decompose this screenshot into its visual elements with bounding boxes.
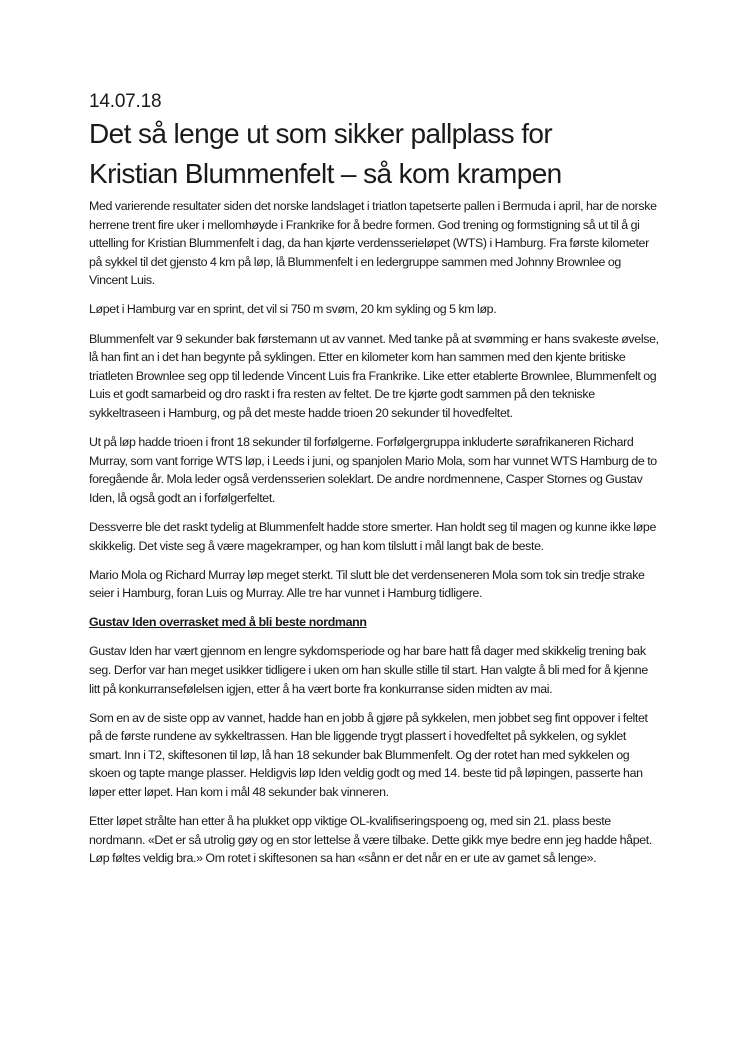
section-subheading: Gustav Iden overrasket med å bli beste nordmann (89, 615, 367, 630)
body-paragraph: Med varierende resultater siden det norske landslaget i triatlon tapetserte pallen i Bermuda i april, har de norske herrene trent fire uker i mellomhøyde i Frankrike for å bedre formen. God trening og formstigning så ut til å gi uttelling for Kristian Blummenfelt i dag, da han kjørte verdensserieløpet (WTS) i Hamburg. Fra første kilometer på sykkel til det gjensto 4 km på løp, lå Blummenfelt i en ledergruppe sammen med Johnny Brownlee og Vincent Luis. (89, 199, 657, 288)
body-paragraph: Gustav Iden har vært gjennom en lengre sykdomsperiode og har bare hatt få dager med skikkelig trening bak seg. Derfor var han meget usikker tidligere i uken om han skulle stille til start. Han valgte å bli med for å kjenne litt på konkurransefølelsen igjen, etter å ha vært borte fra konkurranse siden midten av mai. (89, 644, 648, 696)
body-paragraph: Blummenfelt var 9 sekunder bak førstemann ut av vannet. Med tanke på at svømming er hans svakeste øvelse, lå han fint an i det han begynte på syklingen. Etter en kilometer kom han sammen med den kjente britiske triatleten Brownlee seg opp til ledende Vincent Luis fra Frankrike. Like etter etablerte Brownlee, Blummenfelt og Luis et godt samarbeid og dro raskt i fra resten av feltet. De tre kjørte godt sammen på den tekniske sykkeltraseen i Hamburg, og på det meste hadde trioen 20 sekunder til hovedfeltet. (89, 331, 659, 420)
body-paragraph: Løpet i Hamburg var en sprint, det vil si 750 m svøm, 20 km sykling og 5 km løp. (89, 302, 497, 317)
body-paragraph: Etter løpet strålte han etter å ha plukket opp viktige OL-kvalifiseringspoeng og, med sin 21. plass beste nordmann. «Det er så utrolig gøy og en stor lettelse å være tilbake. Dette gikk mye bedre enn jeg hadde håpet. Løp føltes veldig bra.» Om rotet i skiftesonen sa han «sånn er det når en er ute av gamet så lenge». (89, 814, 652, 866)
article-title (89, 114, 659, 194)
body-paragraph: Dessverre ble det raskt tydelig at Blummenfelt hadde store smerter. Han holdt seg til magen og kunne ikke løpe skikkelig. Det viste seg å være magekramper, og han kom tilslutt i mål langt bak de beste. (89, 519, 656, 553)
body-paragraph: Ut på løp hadde trioen i front 18 sekunder til forfølgerne. Forfølgergruppa inkluderte sørafrikaneren Richard Murray, som vant forrige WTS løp, i Leeds i juni, og spanjolen Mario Mola, som har vunnet WTS Hamburg de to foregående år. Mola leder også verdensserien soleklart. De andre nordmennene, Casper Stornes og Gustav Iden, lå også godt an i forfølgerfeltet. (89, 435, 657, 505)
document-page (89, 90, 659, 878)
body-paragraph: Som en av de siste opp av vannet, hadde han en jobb å gjøre på sykkelen, men jobbet seg fint oppover i feltet på de første rundene av sykkeltrassen. Han ble liggende trygt plassert i hovedfeltet på sykkelen, og syklet smart. Inn i T2, skiftesonen til løp, lå han 18 sekunder bak Blummenfelt. Og der rotet han med sykkelen og skoen og tapte mange plasser. Heldigvis løp Iden veldig godt og med 14. beste tid på løpingen, passerte han løper etter løpet. Han kom i mål 48 sekunder bak vinneren. (89, 710, 648, 800)
article-title-line: Det så lenge ut som sikker pallplass for (89, 118, 553, 149)
body-paragraph: Mario Mola og Richard Murray løp meget sterkt. Til slutt ble det verdenseneren Mola som tok sin tredje strake seier i Hamburg, foran Luis og Murray. Alle tre har vunnet i Hamburg tidligere. (89, 567, 645, 601)
article-title-line: Kristian Blummenfelt – så kom krampen (89, 158, 562, 189)
article-date: 14.07.18 (89, 91, 162, 112)
